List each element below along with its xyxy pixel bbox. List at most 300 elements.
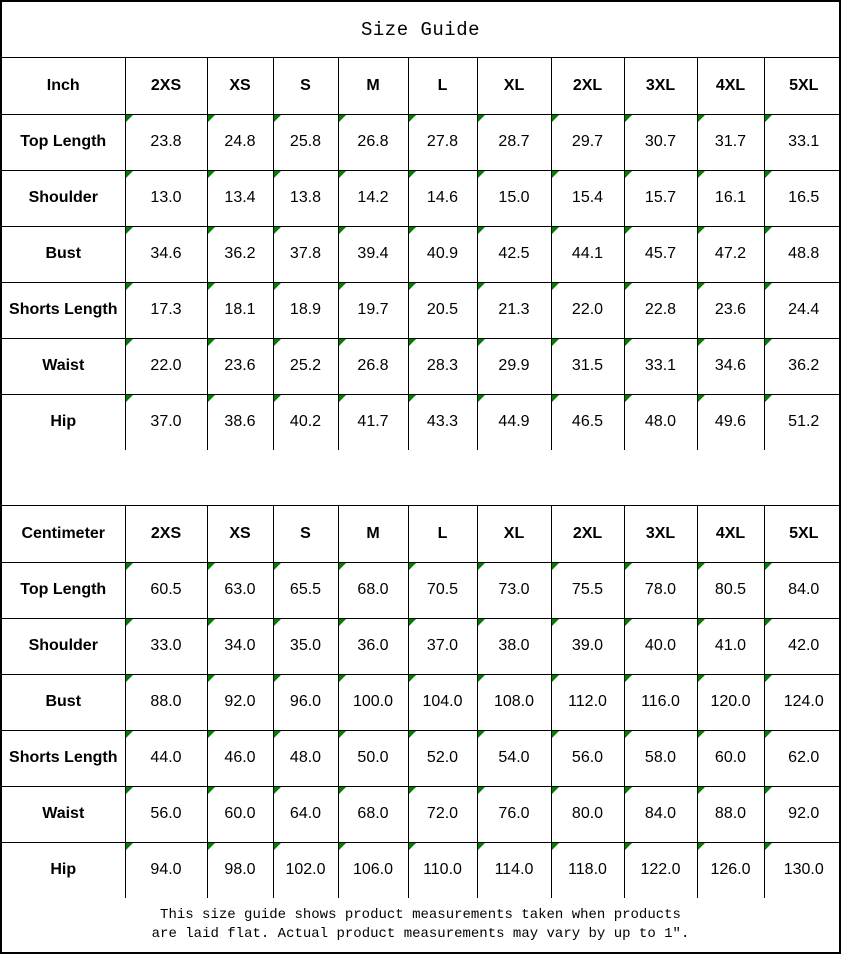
value-cell — [408, 786, 477, 842]
value-text: 54.0 — [498, 749, 530, 766]
value-cell — [697, 842, 764, 898]
green-corner-marker-icon — [208, 563, 215, 570]
value-cell — [125, 842, 207, 898]
value-cell — [273, 114, 338, 170]
value-text: 34.6 — [714, 357, 747, 374]
green-corner-marker-icon — [339, 227, 346, 234]
table-row — [2, 786, 841, 842]
value-text: 49.6 — [714, 413, 747, 431]
value-cell — [408, 730, 477, 786]
value-text: 68.0 — [357, 581, 389, 598]
value-cell — [273, 786, 338, 842]
value-text: 33.1 — [788, 133, 820, 150]
value-text: 48.0 — [644, 413, 677, 431]
value-text: 37.0 — [150, 413, 182, 431]
green-corner-marker-icon — [552, 619, 559, 626]
green-corner-marker-icon — [126, 283, 133, 290]
green-corner-marker-icon — [409, 115, 416, 122]
green-corner-marker-icon — [698, 619, 705, 626]
value-cell — [125, 562, 207, 618]
value-cell — [551, 394, 624, 450]
value-cell — [551, 282, 624, 338]
value-text: 37.8 — [289, 245, 322, 262]
value-text: 48.8 — [788, 245, 820, 262]
row-label-cell: Shoulder — [2, 618, 125, 674]
value-text: 41.0 — [714, 637, 747, 654]
value-cell — [624, 786, 697, 842]
value-cell — [273, 674, 338, 730]
green-corner-marker-icon — [625, 731, 632, 738]
green-corner-marker-icon — [625, 395, 632, 402]
value-cell — [125, 786, 207, 842]
green-corner-marker-icon — [126, 787, 133, 794]
table-row — [2, 226, 841, 282]
value-text: 15.4 — [571, 189, 604, 206]
size-header-cell: L — [408, 58, 477, 114]
value-text: 80.0 — [571, 805, 604, 822]
value-cell — [125, 338, 207, 394]
footer-note — [2, 898, 839, 952]
value-text: 60.0 — [714, 749, 747, 766]
value-cell — [764, 394, 841, 450]
green-corner-marker-icon — [409, 395, 416, 402]
value-cell — [125, 674, 207, 730]
value-cell — [207, 394, 273, 450]
value-text: 75.5 — [571, 581, 604, 598]
value-cell — [624, 226, 697, 282]
value-text: 65.5 — [289, 581, 322, 598]
value-text: 44.9 — [498, 413, 530, 431]
row-label-cell: Bust — [2, 674, 125, 730]
value-cell — [408, 394, 477, 450]
green-corner-marker-icon — [478, 563, 485, 570]
green-corner-marker-icon — [478, 227, 485, 234]
value-cell — [477, 170, 551, 226]
value-cell — [408, 562, 477, 618]
green-corner-marker-icon — [625, 339, 632, 346]
value-cell — [551, 114, 624, 170]
value-cell — [624, 338, 697, 394]
size-header-cell: 3XL — [624, 506, 697, 562]
table-row — [2, 618, 841, 674]
green-corner-marker-icon — [552, 227, 559, 234]
value-cell — [697, 786, 764, 842]
value-text: 70.5 — [426, 581, 459, 598]
green-corner-marker-icon — [409, 283, 416, 290]
value-cell — [697, 114, 764, 170]
value-cell — [338, 282, 408, 338]
green-corner-marker-icon — [126, 675, 133, 682]
value-text: 24.4 — [788, 301, 820, 318]
green-corner-marker-icon — [208, 395, 215, 402]
value-text: 18.9 — [289, 301, 322, 318]
green-corner-marker-icon — [478, 283, 485, 290]
green-corner-marker-icon — [409, 171, 416, 178]
value-text: 39.0 — [571, 637, 604, 654]
header-row — [2, 506, 841, 562]
size-header-cell: 3XL — [624, 58, 697, 114]
green-corner-marker-icon — [552, 339, 559, 346]
green-corner-marker-icon — [765, 115, 772, 122]
value-cell — [764, 338, 841, 394]
value-cell — [624, 170, 697, 226]
green-corner-marker-icon — [765, 619, 772, 626]
green-corner-marker-icon — [698, 395, 705, 402]
value-text: 40.2 — [289, 413, 322, 431]
value-text: 110.0 — [423, 861, 462, 879]
value-text: 34.0 — [224, 637, 256, 654]
green-corner-marker-icon — [274, 731, 281, 738]
value-cell — [764, 282, 841, 338]
green-corner-marker-icon — [765, 171, 772, 178]
value-cell — [697, 618, 764, 674]
value-text: 58.0 — [644, 749, 677, 766]
green-corner-marker-icon — [625, 843, 632, 850]
green-corner-marker-icon — [208, 843, 215, 850]
value-text: 36.2 — [224, 245, 256, 262]
green-corner-marker-icon — [339, 339, 346, 346]
value-cell — [125, 170, 207, 226]
table-row — [2, 842, 841, 898]
value-cell — [551, 730, 624, 786]
green-corner-marker-icon — [552, 283, 559, 290]
value-cell — [764, 786, 841, 842]
green-corner-marker-icon — [339, 843, 346, 850]
green-corner-marker-icon — [274, 395, 281, 402]
value-cell — [207, 562, 273, 618]
value-cell — [697, 226, 764, 282]
green-corner-marker-icon — [126, 563, 133, 570]
row-label-cell: Top Length — [2, 114, 125, 170]
value-text: 96.0 — [289, 693, 322, 710]
row-label-cell: Shorts Length — [2, 730, 125, 786]
unit-header-cell: Centimeter — [2, 506, 125, 562]
value-text: 16.1 — [714, 189, 747, 206]
unit-header-cell: Inch — [2, 58, 125, 114]
value-text: 36.2 — [788, 357, 820, 374]
green-corner-marker-icon — [274, 115, 281, 122]
value-cell — [338, 170, 408, 226]
value-text: 47.2 — [714, 245, 747, 262]
value-cell — [624, 282, 697, 338]
value-text: 68.0 — [357, 805, 389, 822]
value-cell — [697, 338, 764, 394]
value-cell — [477, 730, 551, 786]
value-cell — [338, 338, 408, 394]
green-corner-marker-icon — [478, 339, 485, 346]
green-corner-marker-icon — [698, 283, 705, 290]
value-text: 13.0 — [150, 189, 182, 206]
value-cell — [764, 226, 841, 282]
value-cell — [697, 562, 764, 618]
value-text: 104.0 — [422, 693, 463, 710]
green-corner-marker-icon — [552, 675, 559, 682]
value-cell — [273, 226, 338, 282]
value-text: 44.0 — [150, 749, 182, 766]
value-cell — [551, 170, 624, 226]
green-corner-marker-icon — [274, 675, 281, 682]
green-corner-marker-icon — [552, 563, 559, 570]
value-text: 42.0 — [788, 637, 820, 654]
value-cell — [125, 730, 207, 786]
value-cell — [273, 170, 338, 226]
value-cell — [477, 394, 551, 450]
value-cell — [624, 618, 697, 674]
value-text: 17.3 — [150, 301, 182, 318]
value-cell — [764, 730, 841, 786]
green-corner-marker-icon — [339, 283, 346, 290]
size-header-cell: 2XS — [125, 58, 207, 114]
value-text: 38.0 — [498, 637, 530, 654]
value-cell — [273, 338, 338, 394]
value-text: 84.0 — [788, 581, 820, 598]
value-text: 40.9 — [426, 245, 459, 262]
size-header-cell: 5XL — [764, 58, 841, 114]
value-text: 102.0 — [285, 861, 326, 879]
green-corner-marker-icon — [698, 731, 705, 738]
value-text: 24.8 — [224, 133, 256, 150]
green-corner-marker-icon — [339, 731, 346, 738]
green-corner-marker-icon — [126, 227, 133, 234]
inch-size-table — [2, 58, 841, 450]
table-spacer — [2, 450, 839, 506]
green-corner-marker-icon — [698, 339, 705, 346]
value-text: 25.2 — [289, 357, 322, 374]
value-cell — [125, 394, 207, 450]
size-header-cell: S — [273, 506, 338, 562]
value-cell — [477, 674, 551, 730]
green-corner-marker-icon — [339, 563, 346, 570]
green-corner-marker-icon — [339, 115, 346, 122]
value-text: 48.0 — [289, 749, 322, 766]
value-text: 14.2 — [357, 189, 389, 206]
green-corner-marker-icon — [478, 115, 485, 122]
value-text: 62.0 — [788, 749, 820, 766]
green-corner-marker-icon — [274, 843, 281, 850]
value-cell — [125, 114, 207, 170]
row-label-cell: Waist — [2, 786, 125, 842]
value-text: 41.7 — [357, 413, 389, 431]
green-corner-marker-icon — [765, 227, 772, 234]
value-cell — [338, 786, 408, 842]
value-text: 21.3 — [498, 301, 530, 318]
value-cell — [408, 674, 477, 730]
value-cell — [207, 170, 273, 226]
value-cell — [764, 562, 841, 618]
green-corner-marker-icon — [409, 563, 416, 570]
size-header-cell: 2XL — [551, 58, 624, 114]
value-text: 26.8 — [357, 357, 389, 374]
value-text: 100.0 — [352, 693, 394, 710]
green-corner-marker-icon — [478, 675, 485, 682]
green-corner-marker-icon — [765, 563, 772, 570]
value-text: 43.3 — [426, 413, 459, 431]
value-text: 92.0 — [788, 805, 820, 822]
value-text: 28.3 — [426, 357, 459, 374]
value-cell — [408, 282, 477, 338]
value-cell — [125, 282, 207, 338]
value-cell — [338, 730, 408, 786]
green-corner-marker-icon — [698, 171, 705, 178]
green-corner-marker-icon — [126, 339, 133, 346]
green-corner-marker-icon — [698, 843, 705, 850]
green-corner-marker-icon — [765, 787, 772, 794]
size-header-cell: M — [338, 58, 408, 114]
footer-note-line-2: are laid flat. Actual product measurements may vary by up to 1″. — [151, 926, 690, 942]
green-corner-marker-icon — [625, 227, 632, 234]
value-cell — [125, 618, 207, 674]
green-corner-marker-icon — [765, 843, 772, 850]
green-corner-marker-icon — [552, 731, 559, 738]
green-corner-marker-icon — [274, 619, 281, 626]
green-corner-marker-icon — [478, 731, 485, 738]
table-row — [2, 114, 841, 170]
value-cell — [338, 394, 408, 450]
value-text: 46.5 — [571, 413, 604, 431]
value-cell — [338, 114, 408, 170]
size-header-cell: 2XS — [125, 506, 207, 562]
green-corner-marker-icon — [765, 283, 772, 290]
green-corner-marker-icon — [339, 171, 346, 178]
value-cell — [207, 114, 273, 170]
size-header-cell: M — [338, 506, 408, 562]
value-cell — [697, 674, 764, 730]
value-cell — [338, 674, 408, 730]
value-cell — [273, 282, 338, 338]
green-corner-marker-icon — [126, 843, 133, 850]
value-text: 130.0 — [783, 861, 824, 879]
value-cell — [551, 562, 624, 618]
value-cell — [408, 114, 477, 170]
size-header-cell: 4XL — [697, 58, 764, 114]
green-corner-marker-icon — [274, 283, 281, 290]
value-text: 72.0 — [426, 805, 459, 822]
value-cell — [764, 842, 841, 898]
size-header-cell: L — [408, 506, 477, 562]
value-text: 16.5 — [788, 189, 820, 206]
value-cell — [551, 842, 624, 898]
value-cell — [551, 674, 624, 730]
value-text: 15.7 — [644, 189, 677, 206]
value-cell — [551, 338, 624, 394]
green-corner-marker-icon — [409, 675, 416, 682]
value-cell — [624, 114, 697, 170]
value-text: 118.0 — [568, 861, 607, 879]
value-cell — [477, 282, 551, 338]
value-cell — [477, 562, 551, 618]
value-cell — [207, 674, 273, 730]
green-corner-marker-icon — [552, 843, 559, 850]
green-corner-marker-icon — [625, 283, 632, 290]
value-cell — [408, 618, 477, 674]
green-corner-marker-icon — [409, 731, 416, 738]
green-corner-marker-icon — [765, 395, 772, 402]
value-cell — [764, 170, 841, 226]
value-text: 112.0 — [568, 693, 607, 710]
green-corner-marker-icon — [698, 227, 705, 234]
green-corner-marker-icon — [625, 115, 632, 122]
green-corner-marker-icon — [409, 787, 416, 794]
table-row — [2, 394, 841, 450]
row-label-cell: Waist — [2, 338, 125, 394]
row-label-cell: Hip — [2, 842, 125, 898]
value-text: 88.0 — [714, 805, 747, 822]
value-cell — [624, 562, 697, 618]
value-cell — [338, 618, 408, 674]
value-text: 80.5 — [714, 581, 747, 598]
value-text: 18.1 — [224, 301, 256, 318]
value-text: 13.8 — [289, 189, 322, 206]
green-corner-marker-icon — [478, 619, 485, 626]
green-corner-marker-icon — [126, 171, 133, 178]
value-text: 40.0 — [644, 637, 677, 654]
green-corner-marker-icon — [274, 227, 281, 234]
green-corner-marker-icon — [698, 675, 705, 682]
value-text: 94.0 — [150, 861, 182, 879]
size-header-cell: XS — [207, 58, 273, 114]
value-text: 19.7 — [357, 301, 389, 318]
green-corner-marker-icon — [339, 395, 346, 402]
value-cell — [624, 394, 697, 450]
value-cell — [697, 282, 764, 338]
value-text: 106.0 — [352, 861, 394, 879]
green-corner-marker-icon — [208, 619, 215, 626]
value-text: 22.8 — [644, 301, 677, 318]
value-cell — [477, 786, 551, 842]
value-text: 36.0 — [357, 637, 389, 654]
value-cell — [624, 730, 697, 786]
value-cell — [477, 618, 551, 674]
green-corner-marker-icon — [208, 731, 215, 738]
value-text: 124.0 — [783, 693, 824, 710]
value-cell — [207, 618, 273, 674]
green-corner-marker-icon — [208, 339, 215, 346]
green-corner-marker-icon — [339, 787, 346, 794]
green-corner-marker-icon — [126, 395, 133, 402]
value-cell — [551, 618, 624, 674]
value-text: 56.0 — [150, 805, 182, 822]
value-cell — [551, 786, 624, 842]
value-text: 31.7 — [714, 133, 747, 150]
value-text: 38.6 — [224, 413, 256, 431]
green-corner-marker-icon — [208, 171, 215, 178]
value-text: 73.0 — [498, 581, 530, 598]
green-corner-marker-icon — [409, 619, 416, 626]
value-cell — [408, 338, 477, 394]
value-cell — [697, 170, 764, 226]
value-text: 88.0 — [150, 693, 182, 710]
green-corner-marker-icon — [274, 563, 281, 570]
page-title-text: Size Guide — [360, 18, 481, 41]
value-text: 76.0 — [498, 805, 530, 822]
value-text: 30.7 — [644, 133, 677, 150]
size-header-cell: XS — [207, 506, 273, 562]
green-corner-marker-icon — [274, 787, 281, 794]
value-text: 64.0 — [289, 805, 322, 822]
green-corner-marker-icon — [552, 395, 559, 402]
value-text: 45.7 — [644, 245, 677, 262]
value-text: 22.0 — [150, 357, 182, 374]
green-corner-marker-icon — [552, 171, 559, 178]
green-corner-marker-icon — [409, 843, 416, 850]
green-corner-marker-icon — [625, 619, 632, 626]
value-text: 23.6 — [714, 301, 747, 318]
size-header-cell: 2XL — [551, 506, 624, 562]
value-text: 23.8 — [150, 133, 182, 150]
value-text: 34.6 — [150, 245, 182, 262]
table-row — [2, 282, 841, 338]
centimeter-size-table — [2, 506, 841, 898]
